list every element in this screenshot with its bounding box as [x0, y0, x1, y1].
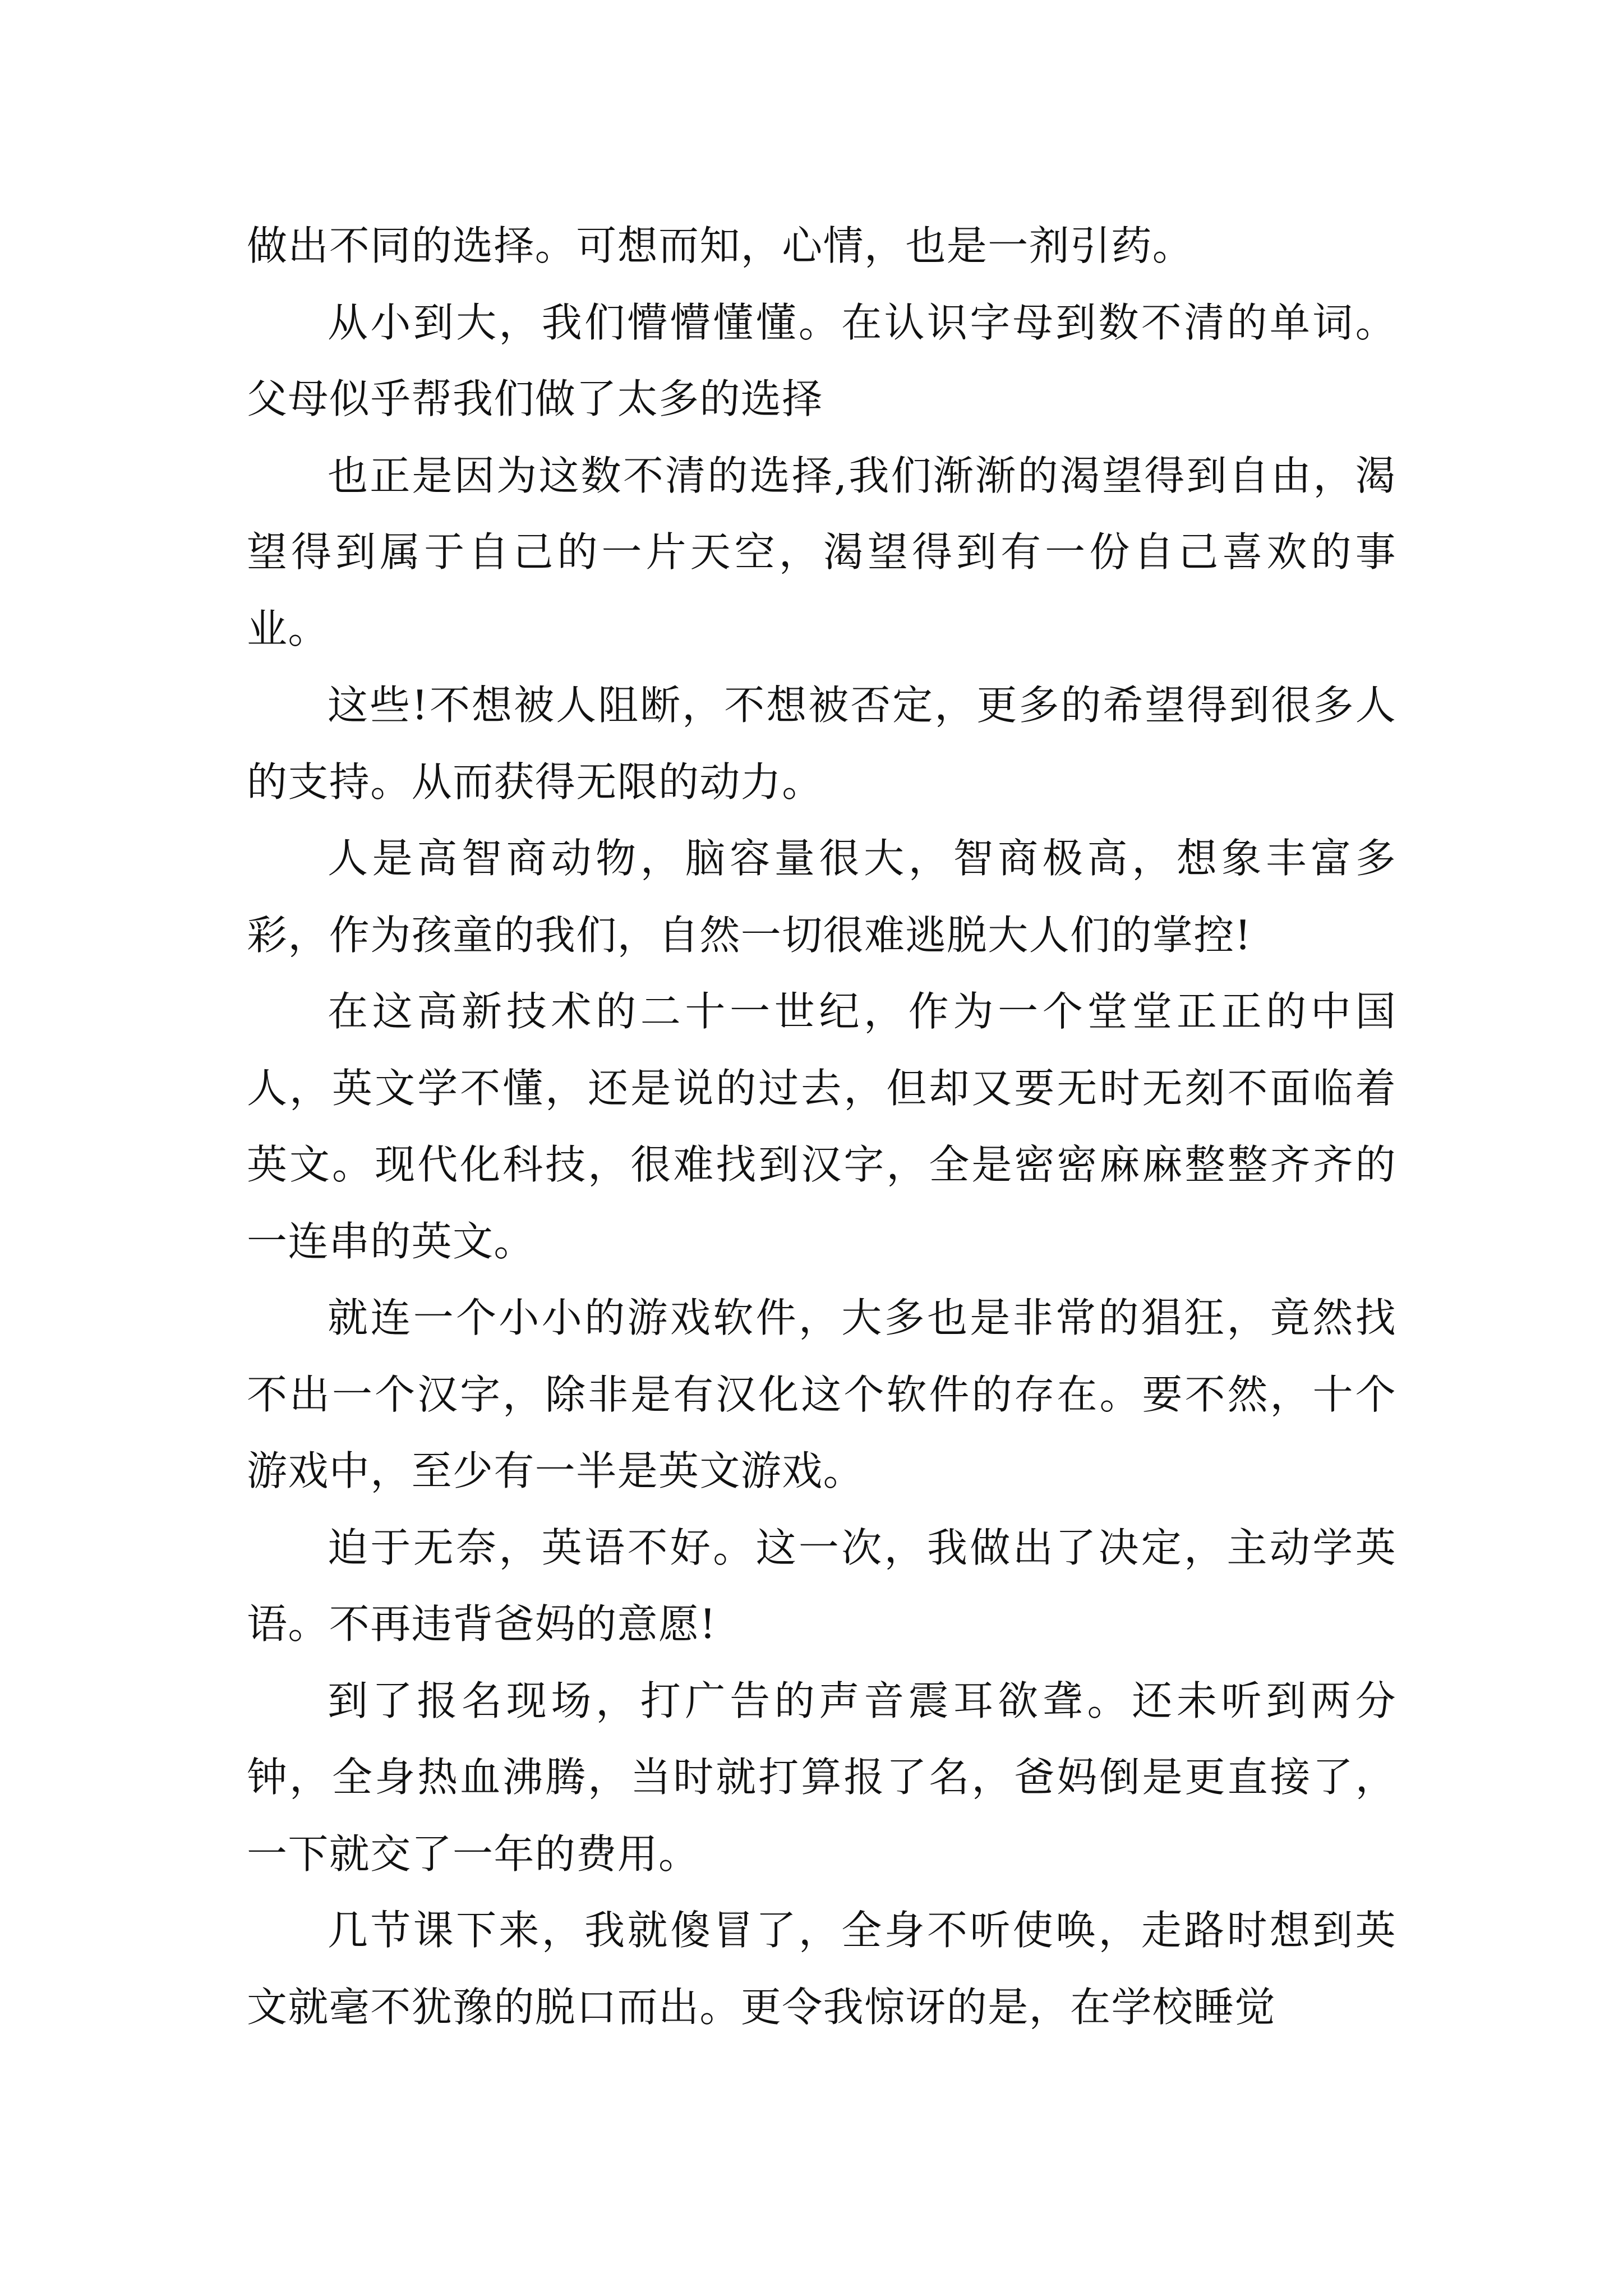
- paragraph-5: 人是高智商动物，脑容量很大，智商极高，想象丰富多彩，作为孩童的我们，自然一切很难逃脱大人们的掌控!: [247, 835, 1396, 959]
- paragraph-8: 迫于无奈，英语不好。这一次，我做出了决定，主动学英语。不再违背爸妈的意愿!: [247, 1524, 1396, 1648]
- paragraph-4: 这些!不想被人阻断，不想被否定，更多的希望得到很多人的支持。从而获得无限的动力。: [247, 682, 1396, 806]
- paragraph-1: 做出不同的选择。可想而知，心情，也是一剂引药。: [247, 222, 1194, 269]
- paragraph-3: 也正是因为这数不清的选择,我们渐渐的渴望得到自由，渴望得到属于自己的一片天空，渴望得到有一份自己喜欢的事业。: [247, 452, 1396, 652]
- paragraph-10: 几节课下来，我就傻冒了，全身不听使唤，走路时想到英文就毫不犹豫的脱口而出。更令我惊讶的是，在学校睡觉: [247, 1907, 1396, 2031]
- paragraph-6: 在这高新技术的二十一世纪，作为一个堂堂正正的中国人，英文学不懂，还是说的过去，但却又要无时无刻不面临着英文。现代化科技，很难找到汉字，全是密密麻麻整整齐齐的一连串的英文。: [247, 988, 1396, 1265]
- paragraph-7: 就连一个小小的游戏软件，大多也是非常的猖狂，竟然找不出一个汉字，除非是有汉化这个软件的存在。要不然，十个游戏中，至少有一半是英文游戏。: [247, 1294, 1396, 1494]
- paragraph-2: 从小到大，我们懵懵懂懂。在认识字母到数不清的单词。父母似乎帮我们做了太多的选择: [247, 298, 1396, 422]
- essay-body: [247, 208, 1396, 2045]
- paragraph-9: 到了报名现场，打广告的声音震耳欲聋。还未听到两分钟，全身热血沸腾，当时就打算报了名，爸妈倒是更直接了，一下就交了一年的费用。: [247, 1677, 1396, 1878]
